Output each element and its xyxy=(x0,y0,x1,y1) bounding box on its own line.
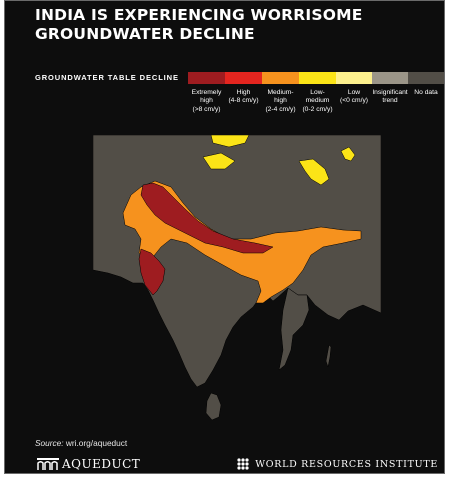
legend-label: Insignificant trend xyxy=(372,89,408,105)
wri-globe-icon xyxy=(236,457,250,471)
infographic-title xyxy=(35,6,363,44)
wri-logo-text: WORLD RESOURCES INSTITUTE xyxy=(255,458,438,470)
wri-logo xyxy=(236,457,438,471)
legend-label: No data xyxy=(414,89,438,96)
legend-swatch xyxy=(262,72,299,84)
aqueduct-arches-icon xyxy=(37,458,59,470)
aqueduct-logo-text: AQUEDUCT xyxy=(62,457,141,471)
legend-swatch xyxy=(372,72,408,84)
legend-title: GROUNDWATER TABLE DECLINE xyxy=(35,73,179,82)
legend-label: Extremely high (>8 cm/y) xyxy=(191,89,222,113)
legend-swatch xyxy=(408,72,444,84)
legend-swatch xyxy=(336,72,372,84)
legend-label: Low (<0 cm/y) xyxy=(339,89,369,105)
legend-item-insignificant-trend xyxy=(372,72,408,106)
infographic-frame xyxy=(4,0,445,474)
title-line-2: GROUNDWATER DECLINE xyxy=(35,25,255,43)
legend-item-low xyxy=(336,72,372,106)
legend-item-extremely-high xyxy=(188,72,225,114)
source-prefix: Source: xyxy=(35,438,64,448)
source-note xyxy=(35,438,127,448)
legend-label: Medium- high (2-4 cm/y) xyxy=(265,89,296,113)
legend-item-medium-high xyxy=(262,72,299,114)
legend-swatch xyxy=(225,72,262,84)
legend-label: Low- medium (0-2 cm/y) xyxy=(302,89,333,113)
title-line-1: INDIA IS EXPERIENCING WORRISOME xyxy=(35,6,363,24)
legend-item-no-data xyxy=(408,72,444,97)
legend-swatch xyxy=(299,72,336,84)
groundwater-map xyxy=(93,135,381,429)
aqueduct-logo xyxy=(37,457,140,471)
legend-item-high xyxy=(225,72,262,106)
legend-item-low-medium xyxy=(299,72,336,114)
legend-swatch xyxy=(188,72,225,84)
legend-label: High (4-8 cm/y) xyxy=(228,89,259,105)
source-url: wri.org/aqueduct xyxy=(63,438,128,448)
